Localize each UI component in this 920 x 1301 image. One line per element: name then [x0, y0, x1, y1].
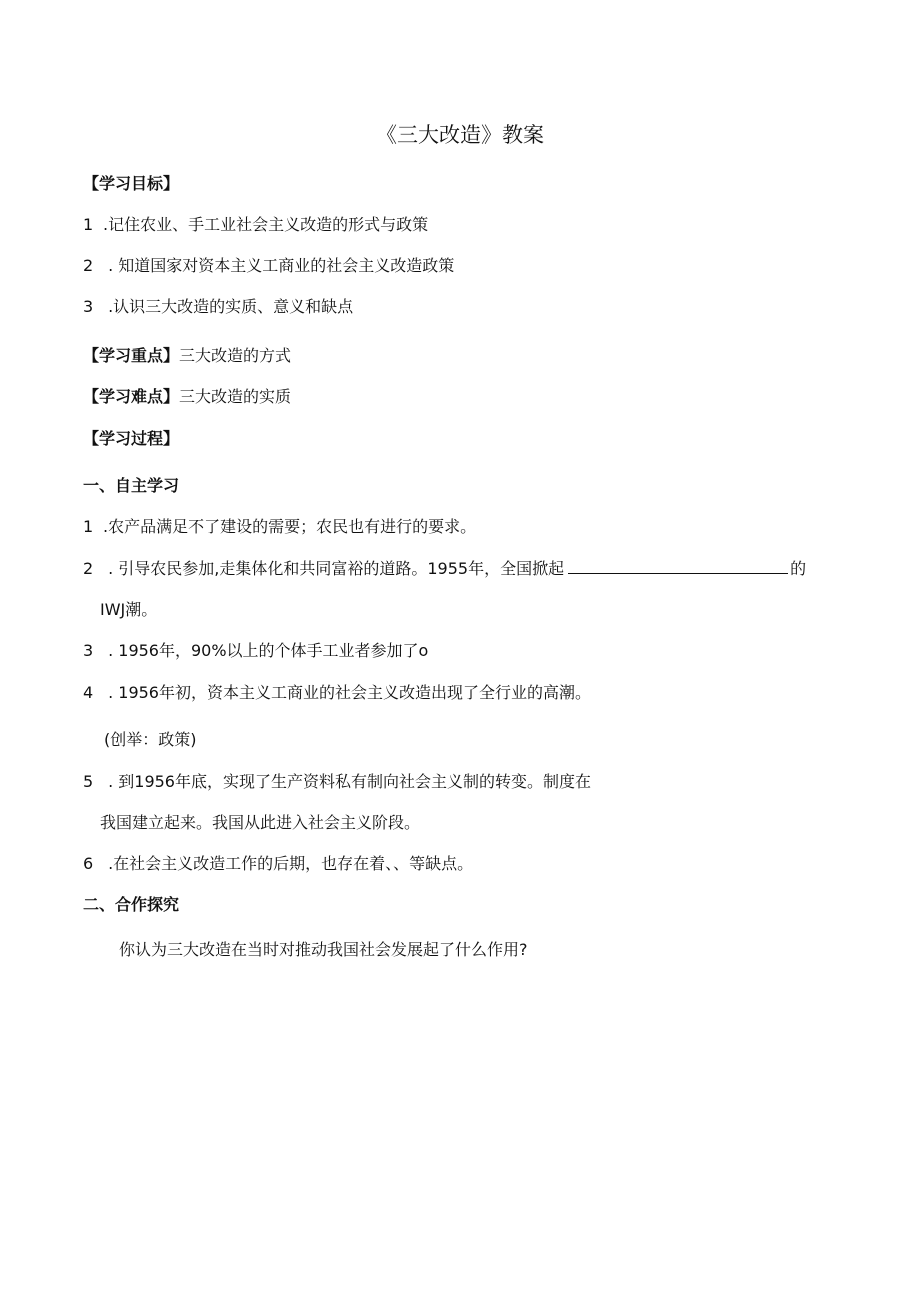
item-number: 3: [83, 297, 94, 316]
item-text: .记住农业、手工业社会主义改造的形式与政策: [103, 215, 429, 234]
objectives-heading: 【学习目标】: [83, 174, 180, 193]
item-text: . 引导农民参加,走集体化和共同富裕的道路。1955年，全国掀起: [103, 559, 565, 578]
document-title: 《三大改造》教案: [376, 123, 544, 147]
difficulty-label: 【学习难点】: [83, 387, 180, 406]
list-item: [83, 682, 591, 704]
fill-blank: [568, 558, 788, 574]
list-item-note: (创举：政策): [104, 730, 197, 749]
item-number: 3: [83, 641, 94, 660]
item-text: .在社会主义改造工作的后期，也存在着、、等缺点。: [103, 854, 474, 873]
key-point-line: [83, 345, 291, 367]
difficulty-text: 三大改造的实质: [179, 387, 292, 406]
list-item-continuation: 我国建立起来。我国从此进入社会主义阶段。: [100, 813, 421, 832]
list-item: [83, 771, 591, 793]
item-number: 2: [83, 559, 94, 578]
key-point-text: 三大改造的方式: [179, 346, 292, 365]
list-item: [83, 516, 476, 538]
key-point-label: 【学习重点】: [83, 346, 180, 365]
item-text: . 知道国家对资本主义工商业的社会主义改造政策: [103, 256, 455, 275]
item-number: 4: [83, 683, 94, 702]
item-text: . 到1956年底，实现了生产资料私有制向社会主义制的转变。制度在: [103, 772, 591, 791]
item-number: 2: [83, 256, 94, 275]
list-item: [83, 558, 806, 580]
item-text: .农产品满足不了建设的需要；农民也有进行的要求。: [103, 517, 477, 536]
item-number: 5: [83, 772, 94, 791]
item-number: 6: [83, 854, 94, 873]
list-item: [83, 853, 473, 875]
item-text: . 1956年初，资本主义工商业的社会主义改造出现了全行业的高潮。: [103, 683, 591, 702]
section1-heading: 一、自主学习: [83, 476, 180, 495]
discussion-question: 你认为三大改造在当时对推动我国社会发展起了什么作用?: [119, 940, 528, 959]
item-text-after: 的: [790, 559, 807, 578]
item-number: 1: [83, 517, 94, 536]
objective-item: [83, 296, 353, 318]
objective-item: [83, 255, 454, 277]
list-item: [83, 640, 428, 662]
objective-item: [83, 214, 428, 236]
item-number: 1: [83, 215, 94, 234]
section2-heading: 二、合作探究: [83, 895, 180, 914]
list-item-continuation: IWJ潮。: [100, 600, 158, 619]
process-heading: 【学习过程】: [83, 429, 180, 448]
item-text: .认识三大改造的实质、意义和缺点: [103, 297, 354, 316]
difficulty-line: [83, 386, 291, 408]
item-text: . 1956年，90%以上的个体手工业者参加了o: [103, 641, 429, 660]
